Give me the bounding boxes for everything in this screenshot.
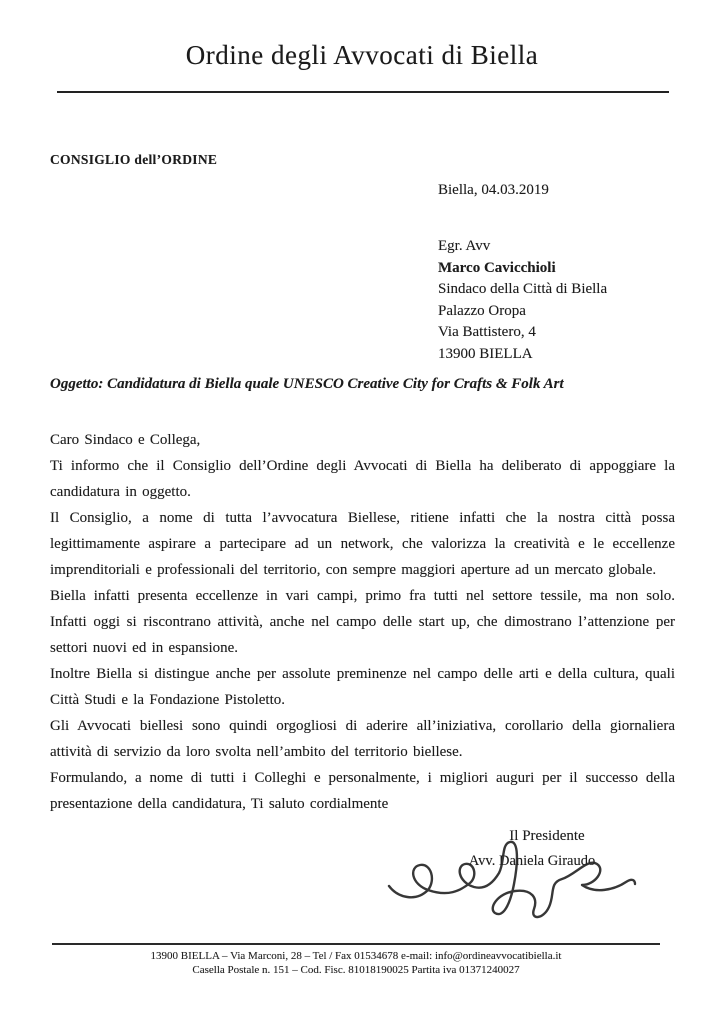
footer-line-address: 13900 BIELLA – Via Marconi, 28 – Tel / Fax 01534678 e-mail: info@ordineavvocatibiella.it — [150, 949, 562, 962]
paragraph-2: Il Consiglio, a nome di tutta l’avvocatura Biellese, ritiene infatti che la nostra città possa legittimamente aspirare a partecipare ad un network, che valorizza la creatività e le eccellenze imprenditoriali e professionali del territorio, con sempre maggiori aperture ad un mercato globale. — [50, 510, 675, 578]
recipient-block — [438, 236, 607, 365]
recipient-line-salutation: Egr. Avv — [438, 238, 491, 254]
recipient-line-building: Palazzo Oropa — [438, 302, 526, 319]
letter-footer — [52, 943, 660, 977]
header-rule — [57, 91, 669, 93]
recipient-line-name: Marco Cavicchioli — [438, 259, 556, 276]
footer-rule — [52, 943, 660, 945]
paragraph-3: Biella infatti presenta eccellenze in vari campi, primo fra tutti nel settore tessile, ma non solo. Infatti oggi si riscontrano attività, anche nel campo delle start up, che dimostrano l’attenzione per settori nuovi ed in espansione. — [50, 588, 675, 656]
signature-role: Il Presidente — [509, 828, 585, 844]
recipient-line-city: 13900 BIELLA — [438, 345, 533, 362]
paragraph-5: Gli Avvocati biellesi sono quindi orgogliosi di aderire all’iniziativa, corollario della giornaliera attività di servizio da loro svolta nell’ambito del territorio biellese. — [50, 718, 675, 760]
signature-block — [392, 828, 642, 870]
signature-name: Avv. Daniela Giraudo — [468, 853, 596, 869]
footer-line-fiscal: Casella Postale n. 151 – Cod. Fisc. 81018190025 Partita iva 01371240027 — [192, 963, 520, 976]
letter-body — [50, 427, 675, 817]
org-title: Ordine degli Avvocati di Biella — [185, 40, 539, 70]
recipient-line-street: Via Battistero, 4 — [438, 324, 536, 340]
signature-scrawl-icon — [386, 836, 638, 924]
subject-line: Oggetto: Candidatura di Biella quale UNESCO Creative City for Crafts & Folk Art — [50, 376, 564, 392]
recipient-line-role: Sindaco della Città di Biella — [438, 281, 608, 297]
paragraph-closing: Formulando, a nome di tutti i Colleghi e personalmente, i migliori auguri per il successo della presentazione della candidatura, Ti saluto cordialmente — [50, 770, 675, 812]
paragraph-1: Ti informo che il Consiglio dell’Ordine degli Avvocati di Biella ha deliberato di appoggiare la candidatura in oggetto. — [50, 458, 675, 500]
council-label: CONSIGLIO dell’ORDINE — [50, 152, 218, 167]
paragraph-salutation: Caro Sindaco e Collega, — [50, 432, 201, 448]
paragraph-4: Inoltre Biella si distingue anche per assolute preminenze nel campo delle arti e della cultura, quali Città Studi e la Fondazione Pistoletto. — [50, 666, 675, 708]
date-line: Biella, 04.03.2019 — [438, 182, 549, 198]
